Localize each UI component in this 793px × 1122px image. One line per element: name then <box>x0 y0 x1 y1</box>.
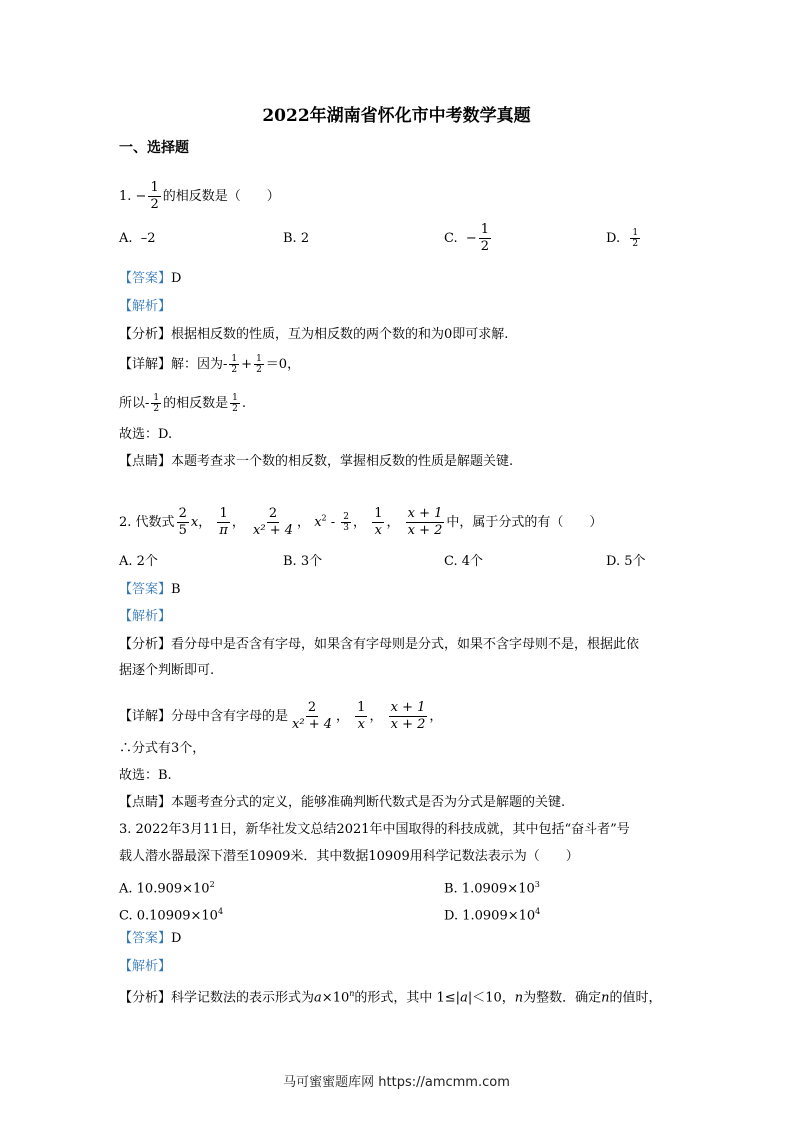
question-1-stem: 1. − $\frac{1}{2}$ 的相反数是（ ） <box>119 180 280 212</box>
q3-option-c: C. $0.10909\times 10^4$ <box>119 907 224 924</box>
q1-option-c: C. − $\frac{1}{2}$ <box>444 222 490 254</box>
q1-fenxi: 【分析】根据相反数的性质，互为相反数的两个数的和为0即可求解. <box>119 327 509 342</box>
q2-answer: 【答案】B <box>119 582 181 597</box>
q2-yinci: ∴分式有3个， <box>119 741 206 756</box>
q2-fenxi-1: 【分析】看分母中是否含有字母，如果含有字母则是分式，如果不含字母则不是，根据此依 <box>119 637 640 652</box>
q3-analysis-tag: 【解析】 <box>119 959 172 974</box>
question-3-stem-1: 3. 2022年3月11日，新华社发文总结2021年中国取得的科技成就，其中包括“奋斗者”号 <box>119 822 630 837</box>
q1-option-a: A. –2 <box>119 231 156 246</box>
q1-xiangjie: 【详解】解：因为- $\frac{1}{2}$ + $\frac{1}{2}$ ＝0， <box>119 354 301 375</box>
q3-answer: 【答案】D <box>119 931 182 946</box>
q1-option-d: D. $\frac{1}{2}$ <box>606 228 639 249</box>
q2-xiangjie: 【详解】分母中含有字母的是 $\frac{2}{\text{x² + 4}}$ ， $\frac{1}{x}$ ， $\frac{x + 1}{x + 2}$ ， <box>119 700 443 732</box>
q3-option-a: A. $10.909\times 10^2$ <box>119 880 215 897</box>
q1-guxuan: 故选：D. <box>119 427 173 442</box>
q3-option-d: D. $1.0909\times 10^4$ <box>444 907 541 924</box>
q1-dianjing: 【点睛】本题考查求一个数的相反数，掌握相反数的性质是解题关键. <box>119 454 514 469</box>
q1-suoyi: 所以- $\frac{1}{2}$ 的相反数是 $\frac{1}{2}$ . <box>119 393 247 414</box>
q3-fenxi: 【分析】科学记数法的表示形式为$a\times 10^n$的形式，其中 1≤|a|＜10，n为整数．确定n的值时， <box>119 989 662 1006</box>
q3-option-b: B. $1.0909\times 10^3$ <box>444 880 540 897</box>
q2-option-a: A. 2个 <box>119 554 158 569</box>
section-heading: 一、选择题 <box>119 140 189 156</box>
page-title: 2022年湖南省怀化市中考数学真题 <box>262 106 531 126</box>
q2-fenxi-2: 据逐个判断即可. <box>119 663 215 678</box>
question-3-stem-2: 载人潜水器最深下潜至10909米．其中数据10909用科学记数法表示为（ ） <box>119 849 579 864</box>
q1-option-b: B. 2 <box>283 231 310 246</box>
fraction: $\frac{1}{2}$ <box>150 180 159 212</box>
footer-watermark: 马可蜜蜜题库网 https://amcmm.com <box>283 1075 510 1090</box>
q2-dianjing: 【点睛】本题考查分式的定义，能够准确判断代数式是否为分式是解题的关键. <box>119 795 566 810</box>
question-2-stem: 2. 代数式 $\frac{2}{5}$ x， $\frac{1}{\pi}$ ， $\frac{2}{\text{x² + 4}}$ ， $x^2$ - $\frac{2}{3}$ ， $\frac{1}{x}$ ， $\frac{x + 1}{x + 2}$ 中，属于分式的有（ ） <box>119 506 603 538</box>
q1-analysis-tag: 【解析】 <box>119 299 172 314</box>
q2-option-d: D. 5个 <box>606 554 646 569</box>
q2-option-c: C. 4个 <box>444 554 484 569</box>
q2-analysis-tag: 【解析】 <box>119 609 172 624</box>
q2-option-b: B. 3个 <box>283 554 323 569</box>
q2-guxuan: 故选：B. <box>119 768 172 783</box>
q1-answer: 【答案】D <box>119 271 182 286</box>
